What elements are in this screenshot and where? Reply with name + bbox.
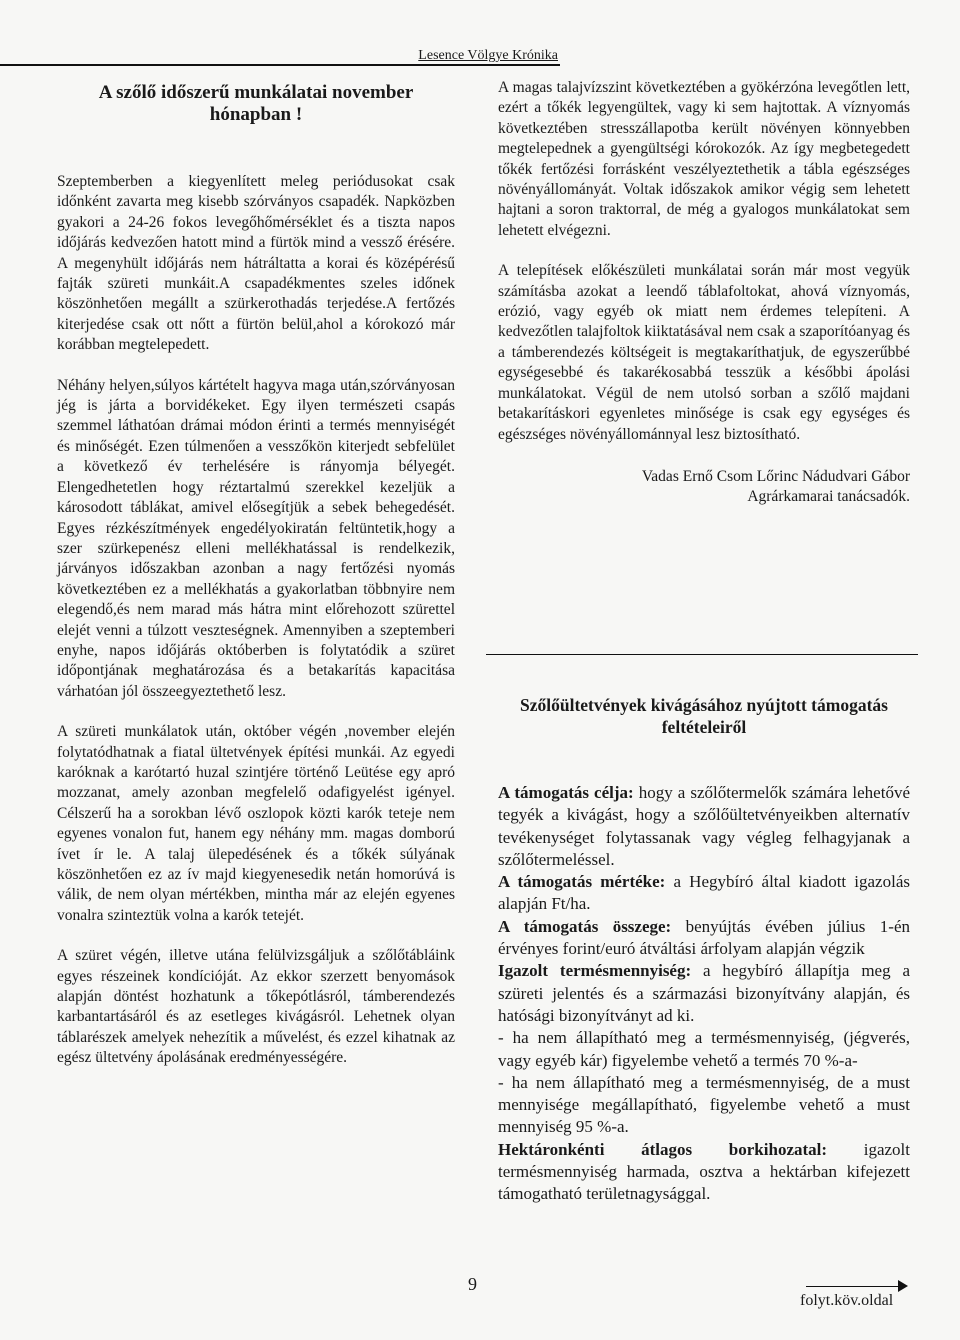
authors-block xyxy=(498,467,910,508)
support-item xyxy=(498,1072,910,1139)
authors-role: Agrárkamarai tanácsadók. xyxy=(747,488,910,506)
support-item-label: Hektáronkénti átlagos borkihozatal: xyxy=(498,1139,828,1159)
left-column xyxy=(57,78,455,1069)
right-paragraph-1: A magas talajvízszint következtében a gyökérzóna levegőtlen lett, ezért a tőkék legyengültek, vagy ki sem hajtottak. A víznyomás következtében stresszállapotba került növényen könnyebben megtelepednek a gyengültségi kórokozók. Az így megbetegedett tőkék fertőzési forrásként veszélyeztethetik a tábla egészséges növényállományát. Voltak időszakok amikor végig sem lehetett hajtani a soron traktorral, de még a gyalogos munkálatokat sem lehetett elvégezni. xyxy=(498,79,910,239)
support-item-label: A támogatás összege: xyxy=(498,916,672,936)
support-section-title: Szőlőültetvények kivágásához nyújtott támogatás feltételeiről xyxy=(520,695,888,737)
left-paragraph-3: A szüreti munkálatok után, október végén ,november elején folytatódhatnak a fiatal ültetvények építési munkái. Az egyedi karóknak a karótartó huzal szintjére történő Leütése egy apró mozzanat, amely azonban megfelelő odafigyelést igényel. Célszerű ha a sorokban lévő oszlopok közti karók teteje nem egyenes vonalon fut, hanem egy néhány mm. magas domború ívet ír le. A talaj ülepedésének és a tőkék súlyának köszönhetően ez az ív majd kiegyenesedik netán homorúvá is válik, de nem olyan mértékben, mintha már az elején egyenes vonalra szinteztük volna a karók tetejét. xyxy=(57,723,455,924)
continued-text: folyt.köv.oldal xyxy=(800,1292,894,1309)
left-paragraph-2: Néhány helyen,súlyos kártételt hagyva maga után,szórványosan jég is járta a borvidékeket. Egy ilyen természeti csapás szemmel láthatóan drámai módon érinti a termés mennyiségét és minőségét. Ezen túlmenően a vesszőkön kiterjedt sebfelület a következő év terhelésére is rányomja bélyegét. Elengedhetetlen hogy réztartalmú szerekkel kezeljük a károsodott táblákat, amivel elősegítjük a sebek behegedését. Egyes rézkészítmények engedélyokiratán feltüntetik,hogy a szer szürkepenész elleni mellékhatással is rendelkezik, járványos időszakban azonban a nagy fertőzési nyomás következtében ez a mellékhatás a gyakorlatban többnyire nem elegendő,és nem marad más hátra mint előrehozott szürettel elejét venni a túlzott veszteségnek. Amennyiben a szeptemberi enyhe, napos időjárás októberben is folytatódik a szüret időpontjának meghatározása és a betakarítás kapacitása várhatóan jól összeegyeztethető lesz. xyxy=(57,376,455,700)
support-item-label: A támogatás célja: xyxy=(498,783,634,802)
right-paragraph-2: A telepítések előkészületi munkálatai során már most vegyük számításba azokat a leendő táblafoltokat, ahová víznyomás, erózió, vagy egyéb ok miatt nem érdemes telepíteni. A kedvezőtlen talajfoltok kiiktatásával nem csak a szaporítóanyag és a támberendezés költségeit is megtakaríthatjuk, de egyszerűbbé egységesebbé és takarékosabbá tesszük a későbbi ápolási munkálatokat. Végül de nem utolsó sorban a szőlő majdani betakarításkori egyenletes minősége is csak egy egységes és egészséges növényállománnyal lesz biztosítható. xyxy=(498,262,910,443)
section-divider xyxy=(486,654,918,655)
article-title: A szőlő időszerű munkálatai november hónapban ! xyxy=(98,82,414,125)
support-item-text: a hegybíró állapítja meg a szüreti jelentés és a származási bizonyítvány alapján, és hatósági bizonyítványt ad ki. xyxy=(498,961,911,1025)
page-header xyxy=(0,46,560,66)
publication-name: Lesence Völgye Krónika xyxy=(418,48,558,63)
page-number: 9 xyxy=(468,1274,477,1294)
left-paragraph-1: Szeptemberben a kiegyenlített meleg periódusokat csak időnként zavarta meg kisebb szórványos csapadék. Napközben gyakori a 24-26 fokos levegőhőmérséklet és a tiszta napos időjárás kedvezően hatott mind a fürtök mind a vessző érésére. A megenyhült időjárás nem hátráltatta a korai és középérésű fajták szüreti munkáit.A csapadékmentes szeles időnek köszönhetően megállt a szürkerothadás terjedése.A fertőzés kiterjedése csak ott nőtt a fürtön belül,ahol a kórokozó már korábban megtelepedett. xyxy=(57,173,455,354)
support-item-text: igazolt termésmennyiség harmada, osztva a hektárban kifejezett támogatható területnagysággal. xyxy=(498,1139,911,1204)
support-item-label: A támogatás mértéke: xyxy=(498,872,666,892)
left-paragraph-4: A szüret végén, illetve utána felülvizsgáljuk a szőlőtábláink egyes részeinek kondícióját. Az ekkor szerzett benyomások alapján döntést hozhatunk a tőkepótlásról, támberendezés karbantartásáról és az esetleges kivágásról. Lehetnek olyan táblarészek amelyek nehezítik a művelést, és ezzel kihatnak az egész ültetvény ápolásának eredményességére. xyxy=(57,947,455,1067)
right-column xyxy=(498,78,910,508)
authors-names: Vadas Ernő Csom Lőrinc Nádudvari Gábor xyxy=(641,467,910,485)
support-item-label: Igazolt termésmennyiség: xyxy=(498,961,692,981)
support-item-text: - ha nem állapítható meg a termésmennyiség, de a must mennyisége megállapítható, figyelembe vehető a must mennyiség 95 %-a. xyxy=(498,1072,910,1137)
support-item xyxy=(498,1027,910,1072)
support-item xyxy=(498,871,910,916)
support-item-text: benyújtás évében július 1-én érvényes forint/euró átváltási árfolyam alapján végzik xyxy=(498,916,910,959)
support-item-text: - ha nem állapítható meg a termésmennyiség, (jégverés, vagy egyéb kár) figyelembe vehető a termés 70 %-a- xyxy=(498,1028,910,1070)
support-item xyxy=(498,960,910,1027)
support-item xyxy=(498,1139,910,1206)
support-item-text: a Hegybíró által kiadott igazolás alapján Ft/ha. xyxy=(498,872,910,914)
continued-note xyxy=(800,1280,908,1310)
support-section xyxy=(498,694,910,1206)
support-item xyxy=(498,782,910,871)
support-item-text: hogy a szőlőtermelők számára lehetővé tegyék a kivágást, hogy a szőlőültetvényeikben alternatív tevékenységet folytassanak vagy végleg felhagyjanak a szőlőtermeléssel. xyxy=(498,783,910,869)
support-item xyxy=(498,916,910,961)
arrow-right-icon xyxy=(800,1280,908,1292)
